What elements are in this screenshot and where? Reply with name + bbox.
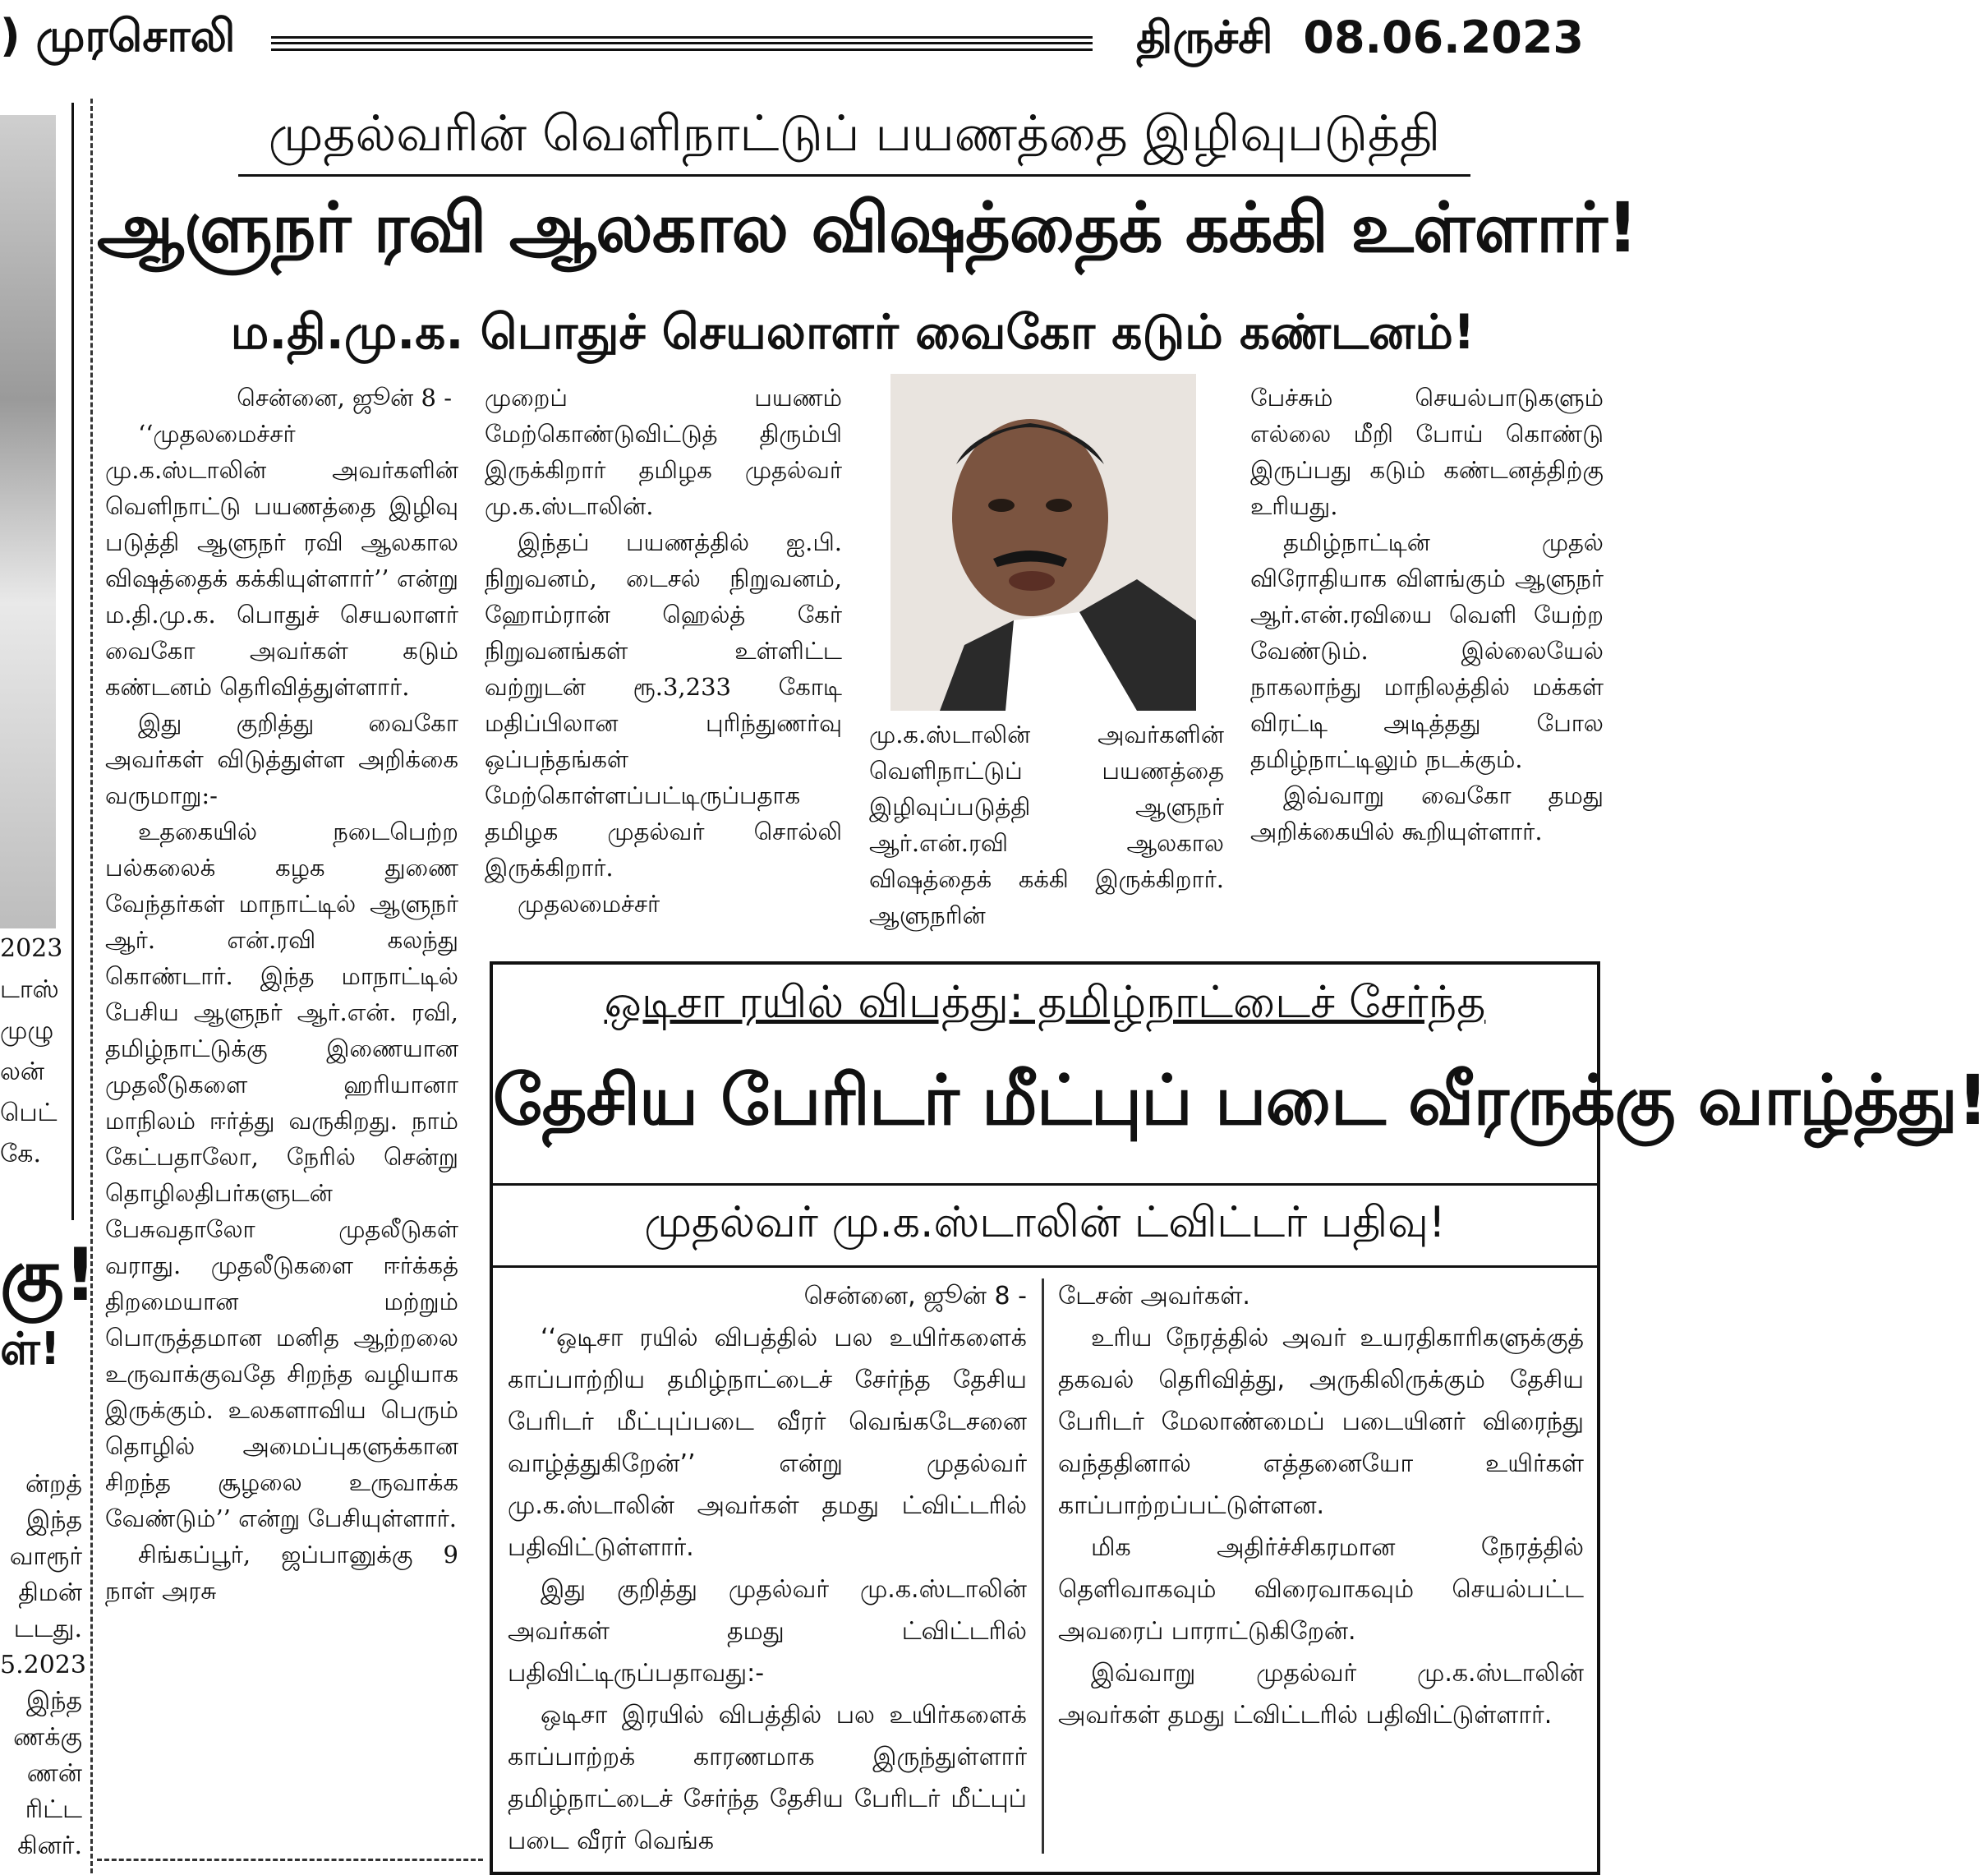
- text-fragment: டடது.: [13, 1615, 82, 1643]
- vaiko-portrait-photo: [890, 374, 1196, 711]
- paragraph: சிங்கப்பூர், ஜப்பானுக்கு 9 நாள் அரசு: [105, 1541, 458, 1605]
- box-subhead: முதல்வர் மு.க.ஸ்டாலின் ட்விட்டர் பதிவு!: [644, 1198, 1446, 1247]
- bottom-dashed-rule: [97, 1859, 483, 1861]
- paragraph: ‘‘ஒடிசா ரயில் விபத்தில் பல உயிர்களைக் காப்பாற்றிய தமிழ்நாட்டைச் சேர்ந்த தேசிய பேரிடர் மீட்புப்படை வீரர் வெங்கடேசனை வாழ்த்துகிறேன்’’ என்று முதல்வர் மு.க.ஸ்டாலின் அவர்கள் தமது ட்விட்டரில் பதிவிட்டுள்ளார்.: [508, 1324, 1027, 1562]
- box-divider: [493, 1183, 1597, 1186]
- main-column-3: [869, 716, 1224, 933]
- text-fragment: டாஸ்: [0, 975, 59, 1004]
- main-column-1: [105, 380, 458, 1609]
- paragraph: உதகையில் நடைபெற்ற பல்கலைக் கழக துணை வேந்தர்கள் மாநாட்டில் ஆளுநர் ஆர். என்.ரவி கலந்து கொண்டார். இந்த மாநாட்டில் பேசிய ஆளுநர் ஆர்.என். ரவி, தமிழ்நாட்டுக்கு இணையான முதலீடுகளை ஹரியானா மாநிலம் ஈர்த்து வருகிறது. நாம் கேட்பதாலோ, நேரில் சென்று தொழிலதிபர்களுடன் பேசுவதாலோ முதலீடுகள் வராது. முதலீடுகளை ஈர்க்கத் திறமையான மற்றும் பொருத்தமான மனித ஆற்றலை உருவாக்குவதே சிறந்த வழியாக இருக்கும். உலகளாவிய பெரும் தொழில் அமைப்புகளுக்கான சிறந்த சூழலை உருவாக்க வேண்டும்’’ என்று பேசியுள்ளார்.: [105, 818, 458, 1532]
- box-headline: தேசிய பேரிடர் மீட்புப் படை வீரருக்கு வாழ்த்து!: [493, 1060, 1988, 1140]
- left-text-fragment: [0, 1467, 86, 1869]
- text-fragment: முழு: [0, 1016, 54, 1045]
- text-fragment: ணன்: [26, 1759, 82, 1788]
- main-kicker: முதல்வரின் வெளிநாட்டுப் பயணத்தை இழிவுபடுத்தி: [238, 105, 1470, 177]
- paragraph: இந்தப் பயணத்தில் ஐ.பி. நிறுவனம், டைசல் நிறுவனம், ஹோம்ரான் ஹெல்த் கேர் நிறுவனங்கள் உள்ளிட்ட வற்றுடன் ரூ.3,233 கோடி மதிப்பிலான புரிந்துணர்வு ஒப்பந்தங்கள் மேற்கொள்ளப்பட்டிருப்பதாக தமிழக முதல்வர் சொல்லி இருக்கிறார்.: [485, 528, 842, 882]
- text-fragment: கினர்.: [17, 1831, 82, 1860]
- left-subhead-fragment: ள்!: [0, 1323, 61, 1375]
- edition-place-date: [1136, 12, 1584, 70]
- paragraph: மு.க.ஸ்டாலின் அவர்களின் வெளிநாட்டுப் பயணத்தை இழிவுப்படுத்தி ஆளுநர் ஆர்.என்.ரவி ஆலகால விஷத்தைக் கக்கி இருக்கிறார். ஆளுநரின்: [869, 721, 1224, 929]
- box-column-1: [508, 1275, 1027, 1862]
- main-subhead: ம.தி.மு.க. பொதுச் செயலாளர் வைகோ கடும் கண்டனம்!: [230, 304, 1475, 360]
- column-divider: [90, 99, 93, 1873]
- main-headline: ஆளுநர் ரவி ஆலகால விஷத்தைக் கக்கி உள்ளார்!: [97, 187, 1638, 268]
- paragraph: முதலமைச்சர்: [518, 890, 660, 918]
- left-headline-fragment: கு!: [0, 1232, 97, 1317]
- portrait-illustration: [890, 374, 1196, 711]
- text-fragment: லன்: [0, 1057, 44, 1086]
- left-cropped-photo: [0, 115, 56, 928]
- dateline: சென்னை, ஜூன் 8 -: [237, 384, 452, 412]
- text-fragment: 5.2023: [0, 1651, 86, 1679]
- box-divider: [493, 1265, 1597, 1268]
- text-fragment: ன்றத்: [25, 1470, 82, 1499]
- newspaper-name: ) முரசொலி: [0, 10, 236, 62]
- text-fragment: பெட்: [0, 1099, 58, 1127]
- paragraph: முறைப் பயணம் மேற்கொண்டுவிட்டுத் திரும்பி இருக்கிறார் தமிழக முதல்வர் மு.க.ஸ்டாலின்.: [485, 384, 842, 520]
- main-column-4: [1250, 380, 1604, 850]
- paragraph: மிக அதிர்ச்சிகரமான நேரத்தில் தெளிவாகவும் விரைவாகவும் செயல்பட்ட அவரைப் பாராட்டுகிறேன்.: [1058, 1533, 1584, 1646]
- paragraph: இவ்வாறு வைகோ தமது அறிக்கையில் கூறியுள்ளார்.: [1250, 781, 1604, 845]
- edition-date: 08.06.2023: [1303, 12, 1584, 63]
- paragraph: ‘‘முதலமைச்சர் மு.க.ஸ்டாலின் அவர்களின் வெளிநாட்டு பயணத்தை இழிவு படுத்தி ஆளுநர் ரவி ஆலகால விஷத்தைக் கக்கியுள்ளார்’’ என்று ம.தி.மு.க. பொதுச் செயலாளர் வைகோ அவர்கள் கடும் கண்டனம் தெரிவித்துள்ளார்.: [105, 420, 458, 701]
- text-fragment: இந்த: [26, 1506, 82, 1535]
- paragraph: இது குறித்து முதல்வர் மு.க.ஸ்டாலின் அவர்கள் தமது ட்விட்டரில் பதிவிட்டிருப்பதாவது:-: [508, 1575, 1027, 1688]
- box-column-divider: [1042, 1278, 1044, 1854]
- dateline: சென்னை, ஜூன் 8 -: [803, 1282, 1027, 1311]
- text-fragment: திமன்: [18, 1578, 82, 1607]
- text-fragment: 2023: [0, 934, 63, 963]
- box-kicker: ஒடிசா ரயில் விபத்து: தமிழ்நாட்டைச் சேர்ந்த: [604, 976, 1486, 1028]
- left-caption-fragment: [0, 928, 71, 1191]
- text-fragment: கே.: [0, 1140, 42, 1168]
- text-fragment: வாரூர்: [9, 1542, 82, 1571]
- text-fragment: ணக்கு: [13, 1723, 82, 1752]
- text-fragment: ரிட்ட: [25, 1795, 82, 1824]
- paragraph: இது குறித்து வைகோ அவர்கள் விடுத்துள்ள அறிக்கை வருமாறு:-: [105, 709, 458, 809]
- paragraph: இவ்வாறு முதல்வர் மு.க.ஸ்டாலின் அவர்கள் தமது ட்விட்டரில் பதிவிட்டுள்ளார்.: [1058, 1659, 1584, 1730]
- main-column-2: [485, 380, 842, 922]
- box-column-2: [1058, 1275, 1584, 1736]
- paragraph: தமிழ்நாட்டின் முதல் விரோதியாக விளங்கும் ஆளுநர் ஆர்.என்.ரவியை வெளி யேற்ற வேண்டும். இல்லையேல் நாகலாந்து மாநிலத்தில் மக்கள் விரட்டி அடித்தது போல தமிழ்நாட்டிலும் நடக்கும்.: [1250, 528, 1604, 773]
- text-fragment: இந்த: [26, 1687, 82, 1716]
- paragraph: பேச்சும் செயல்பாடுகளும் எல்லை மீறி போய் கொண்டு இருப்பது கடும் கண்டனத்திற்கு உரியது.: [1250, 384, 1604, 520]
- edition-place: திருச்சி: [1136, 12, 1273, 63]
- paragraph: டேசன் அவர்கள்.: [1058, 1282, 1250, 1311]
- paragraph: உரிய நேரத்தில் அவர் உயரதிகாரிகளுக்குத் தகவல் தெரிவித்து, அருகிலிருக்கும் தேசிய பேரிடர் மேலாண்மைப் படையினர் விரைந்து வந்ததினால் எத்தனையோ உயிர்கள் காப்பாற்றப்பட்டுள்ளன.: [1058, 1324, 1584, 1520]
- masthead-rule: [271, 36, 1093, 51]
- paragraph: ஒடிசா இரயில் விபத்தில் பல உயிர்களைக் காப்பாற்றக் காரணமாக இருந்துள்ளார் தமிழ்நாட்டைச் சேர்ந்த தேசிய பேரிடர் மீட்புப் படை வீரர் வெங்க: [508, 1701, 1027, 1855]
